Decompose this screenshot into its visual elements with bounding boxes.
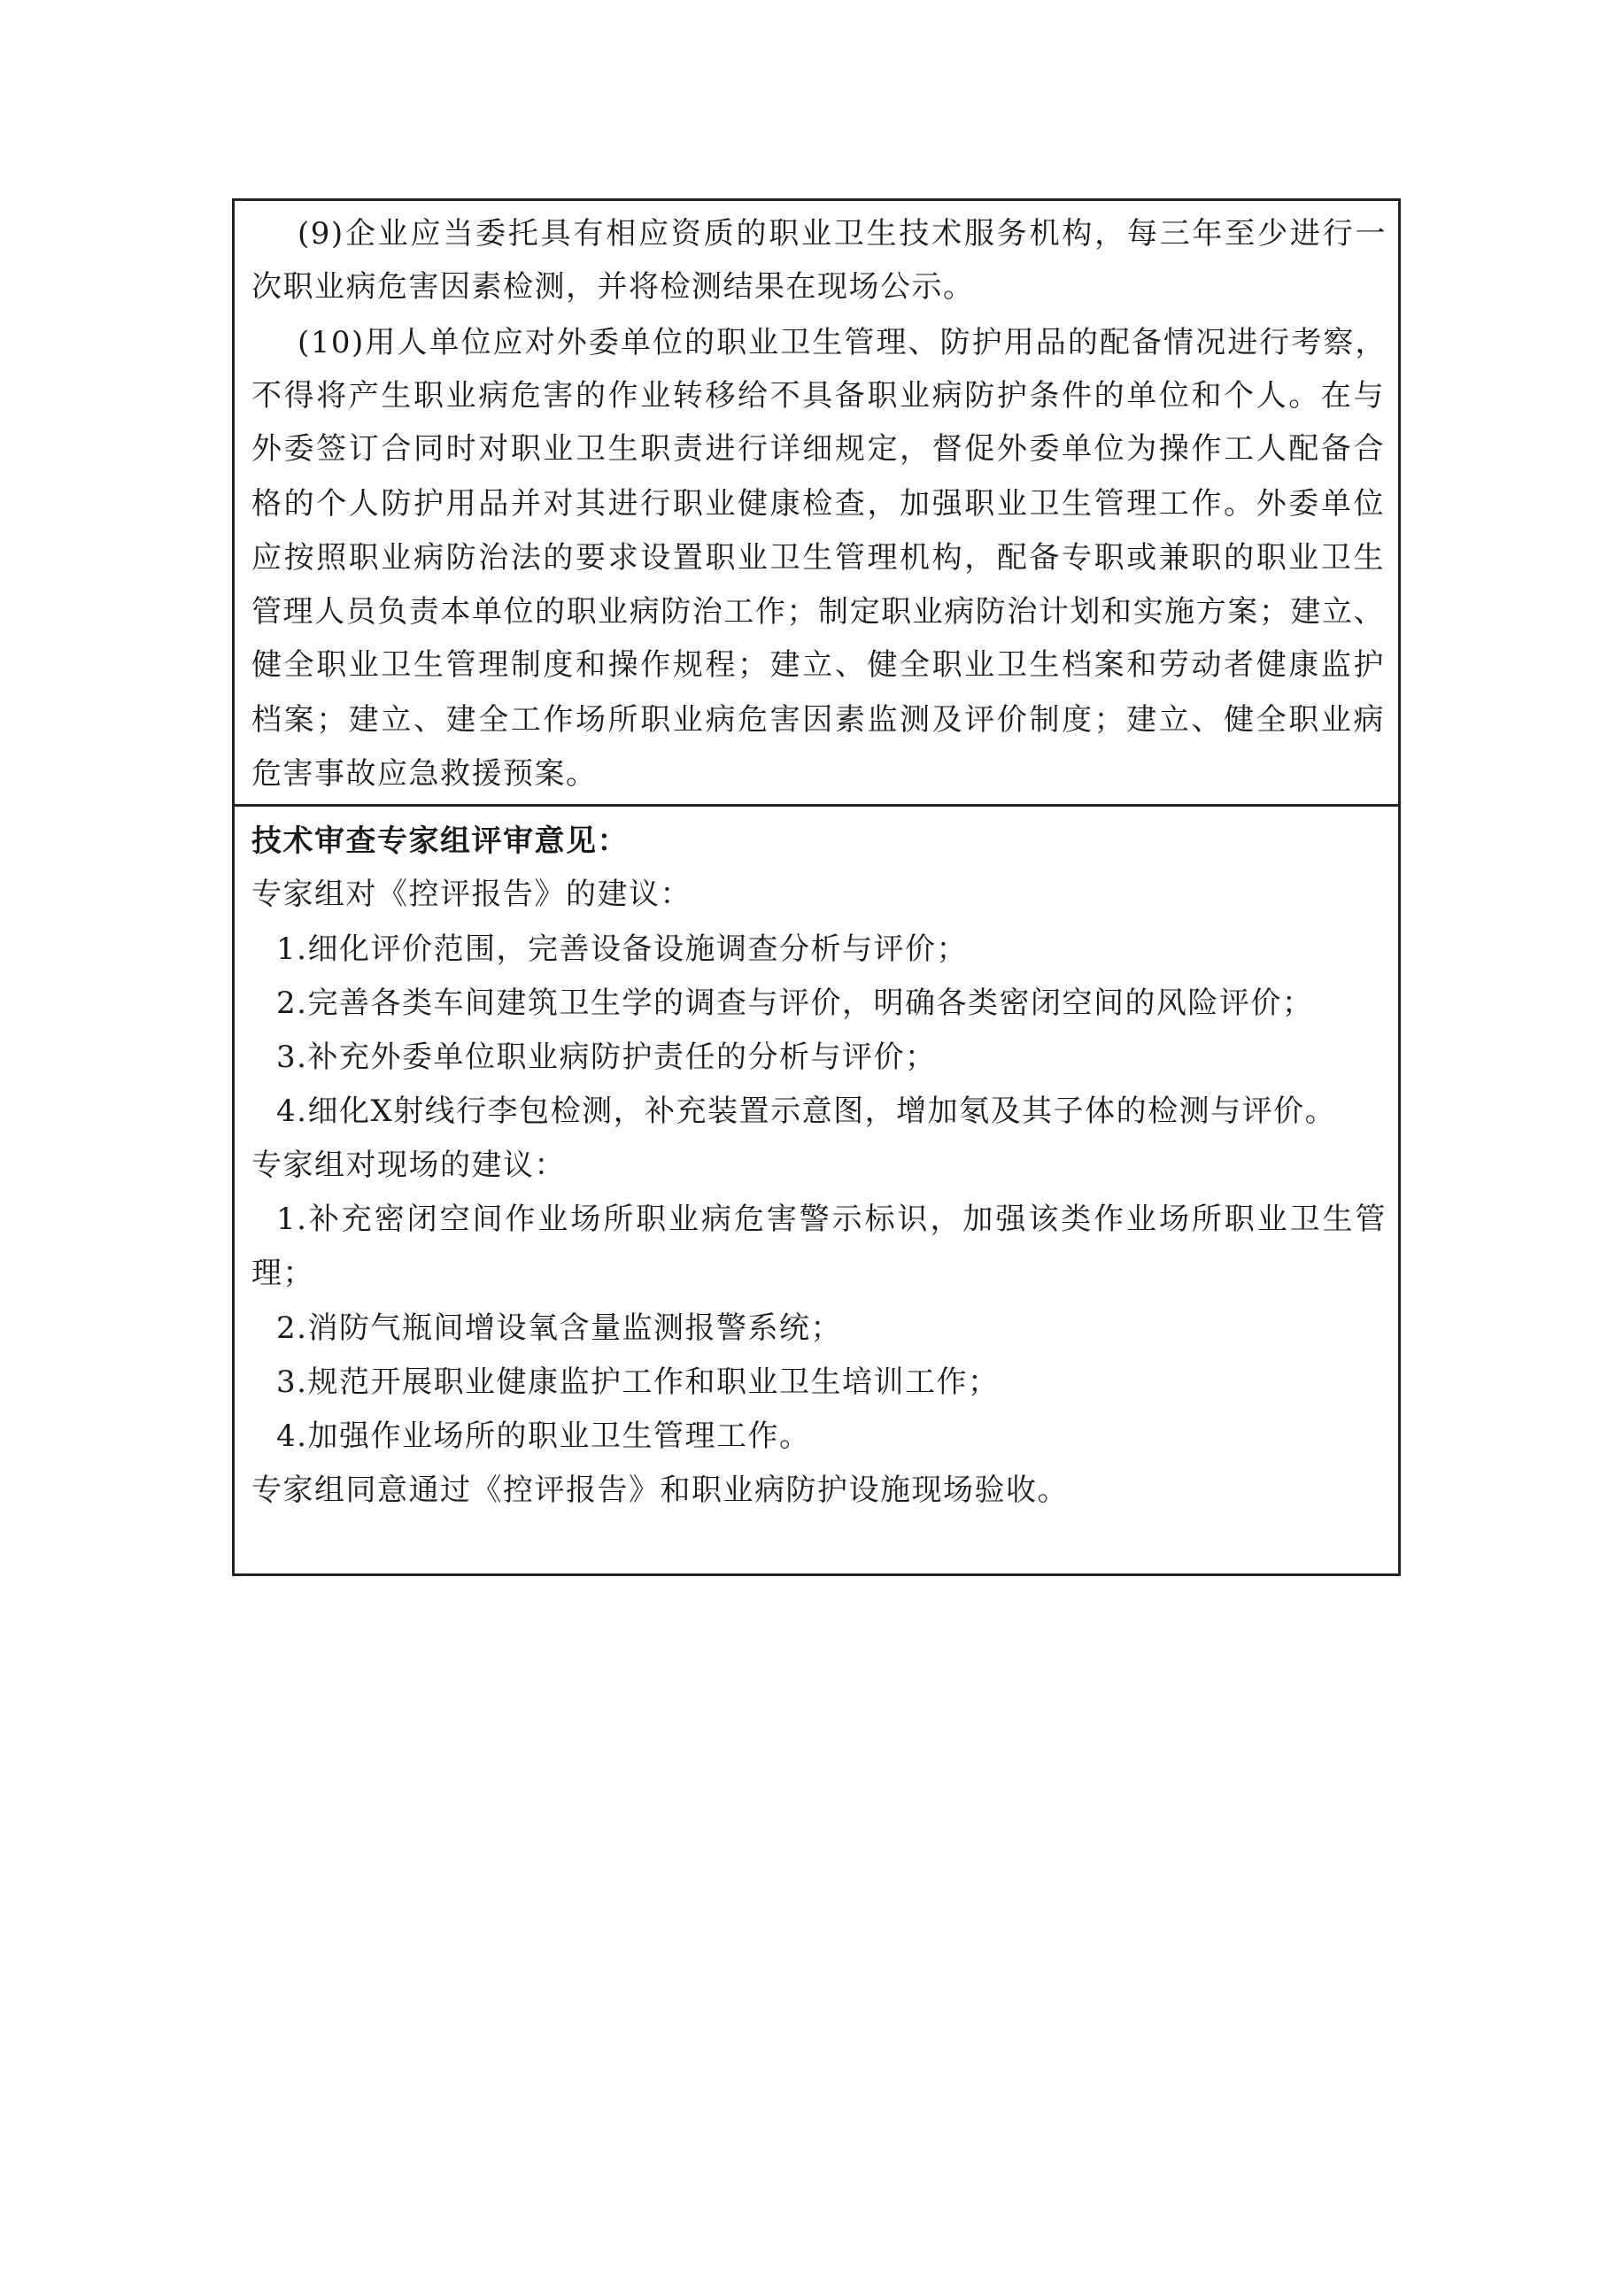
paragraph-line: 外委签订合同时对职业卫生职责进行详细规定，督促外委单位为操作工人配备合 bbox=[251, 431, 1385, 467]
list-item: 2.完善各类车间建筑卫生学的调查与评价，明确各类密闭空间的风险评价； bbox=[276, 986, 1314, 1021]
list-item: 4.细化X射线行李包检测，补充装置示意图，增加氡及其子体的检测与评价。 bbox=[276, 1094, 1337, 1129]
paragraph-line: 档案；建立、建全工作场所职业病危害因素监测及评价制度；建立、健全职业病 bbox=[251, 702, 1385, 738]
list-item: 2.消防气瓶间增设氧含量监测报警系统； bbox=[276, 1310, 842, 1346]
report-intro: 专家组对《控评报告》的建议： bbox=[251, 877, 692, 912]
section-heading: 技术审查专家组评审意见： bbox=[251, 823, 629, 859]
paragraph-line: 次职业病危害因素检测，并将检测结果在现场公示。 bbox=[251, 269, 975, 305]
paragraph-line: 危害事故应急救援预案。 bbox=[251, 756, 598, 792]
list-item: 1.补充密闭空间作业场所职业病危害警示标识，加强该类作业场所职业卫生管 bbox=[276, 1202, 1387, 1237]
table-row-divider bbox=[232, 804, 1401, 807]
list-item: 1.细化评价范围，完善设备设施调查分析与评价； bbox=[276, 932, 968, 967]
paragraph-line: 格的个人防护用品并对其进行职业健康检查，加强职业卫生管理工作。外委单位 bbox=[251, 486, 1385, 522]
paragraph-line: 应按照职业病防治法的要求设置职业卫生管理机构，配备专职或兼职的职业卫生 bbox=[251, 540, 1385, 576]
list-item: 4.加强作业场所的职业卫生管理工作。 bbox=[276, 1419, 811, 1454]
conclusion: 专家组同意通过《控评报告》和职业病防护设施现场验收。 bbox=[251, 1473, 1069, 1508]
paragraph-line: 健全职业卫生管理制度和操作规程；建立、健全职业卫生档案和劳动者健康监护 bbox=[251, 647, 1385, 683]
list-item: 3.补充外委单位职业病防护责任的分析与评价； bbox=[276, 1040, 937, 1075]
list-item: 3.规范开展职业健康监护工作和职业卫生培训工作； bbox=[276, 1364, 1000, 1400]
paragraph-line: (9)企业应当委托具有相应资质的职业卫生技术服务机构，每三年至少进行一 bbox=[298, 216, 1387, 251]
paragraph-line: 管理人员负责本单位的职业病防治工作；制定职业病防治计划和实施方案；建立、 bbox=[251, 594, 1385, 630]
paragraph-line: (10)用人单位应对外委单位的职业卫生管理、防护用品的配备情况进行考察， bbox=[298, 325, 1387, 360]
site-intro: 专家组对现场的建议： bbox=[251, 1148, 566, 1183]
paragraph-line: 不得将产生职业病危害的作业转移给不具备职业病防护条件的单位和个人。在与 bbox=[251, 378, 1385, 414]
list-item-continuation: 理； bbox=[251, 1256, 314, 1291]
